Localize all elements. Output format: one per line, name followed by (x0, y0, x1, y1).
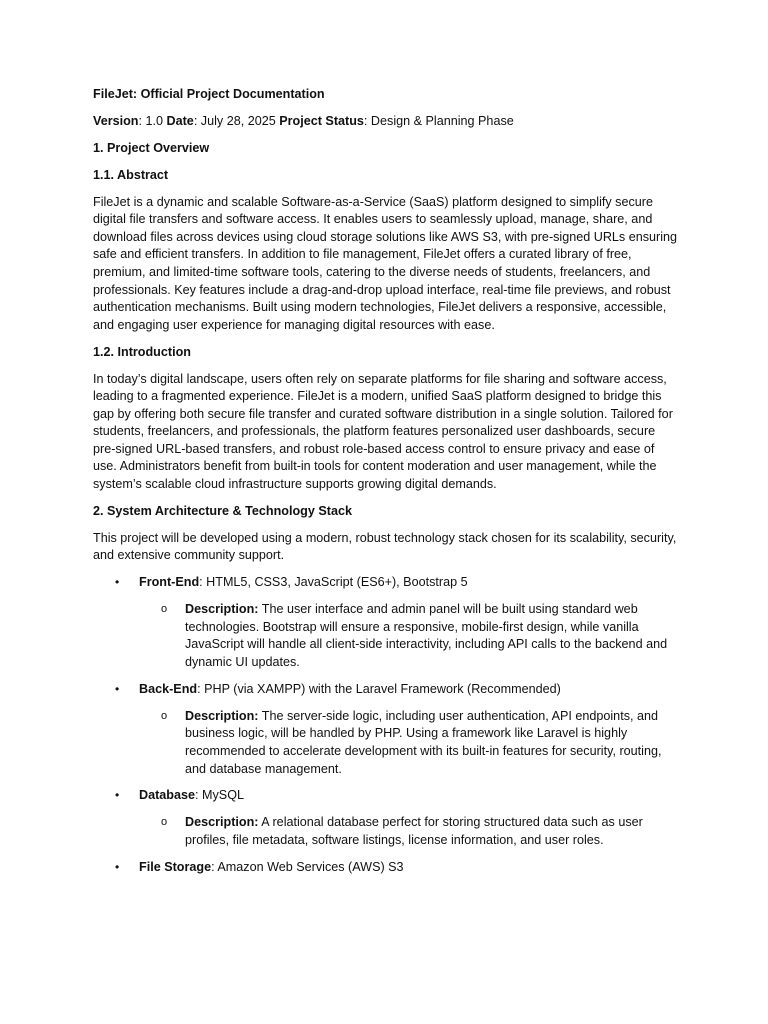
status-label: Project Status (279, 113, 364, 128)
item-label: Front-End (139, 575, 200, 590)
list-item (93, 681, 679, 778)
status-value: : Design & Planning Phase (363, 113, 514, 128)
list-item (93, 574, 679, 671)
document-title: FileJet: Official Project Documentation (93, 87, 325, 101)
description-label: Description: (185, 815, 259, 830)
item-value: : PHP (via XAMPP) with the Laravel Framework (Recommended) (197, 681, 561, 696)
list-item (93, 859, 679, 877)
description-text: The user interface and admin panel will be built using standard web technologies. Bootstrap will ensure a responsive, mobile-first design, while vanilla JavaScript will handle all client-side interactivity, including API calls to the backend and dynamic UI updates. (185, 602, 668, 669)
description-text: A relational database perfect for storing structured data such as user profiles, file metadata, software listings, license information, and user roles. (185, 815, 643, 847)
date-value: : July 28, 2025 (193, 113, 280, 128)
circle-bullet-icon: o (161, 709, 168, 722)
date-label: Date (166, 113, 194, 128)
item-value: : Amazon Web Services (AWS) S3 (211, 859, 404, 874)
description-text: The server-side logic, including user authentication, API endpoints, and business logic, will be handled by PHP. Using a framework like Laravel is highly recommended to accelerate development with its built-in features for security, routing, and database management. (185, 708, 662, 776)
bullet-icon: • (115, 788, 120, 803)
abstract-heading: 1.1. Abstract (93, 167, 169, 182)
circle-bullet-icon: o (161, 816, 168, 829)
abstract-body: FileJet is a dynamic and scalable Software-as-a-Service (SaaS) platform designed to simplify secure digital file transfers and software access. It enables users to seamlessly upload, manage, share, and download files across devices using cloud storage solutions like AWS S3, with pre-signed URLs ensuring safe and efficient transfers. In addition to file management, FileJet offers a curated library of free, premium, and limited-time software tools, catering to the diverse needs of students, freelancers, and professionals. Key features include a drag-and-drop upload interface, real-time file previews, and robust authentication mechanisms. Built using modern technologies, FileJet delivers a responsive, accessible, and engaging user experience for managing digital resources with ease. (93, 194, 678, 332)
item-label: Database (139, 788, 196, 803)
circle-bullet-icon: o (161, 603, 168, 616)
sub-list (139, 708, 679, 778)
document-meta (93, 113, 679, 131)
list-item (93, 787, 679, 849)
bullet-icon: • (115, 859, 120, 874)
section-2-intro: This project will be developed using a modern, robust technology stack chosen for its scalability, security, and extensive community support. (93, 530, 677, 563)
section-2-heading: 2. System Architecture & Technology Stack (93, 503, 352, 518)
bullet-icon: • (115, 575, 120, 590)
description-label: Description: (185, 708, 259, 723)
sub-list-item (139, 814, 679, 849)
version-label: Version (93, 113, 139, 128)
version-value: : 1.0 (138, 113, 167, 128)
description-label: Description: (185, 602, 259, 617)
item-value: : HTML5, CSS3, JavaScript (ES6+), Bootstrap 5 (199, 575, 468, 590)
sub-list (139, 601, 679, 671)
introduction-body: In today’s digital landscape, users often rely on separate platforms for file sharing and software access, leading to a fragmented experience. FileJet is a modern, unified SaaS platform designed to bridge this gap by offering both secure file transfer and curated software distribution in a single solution. Tailored for students, freelancers, and professionals, the platform features personalized user dashboards, secure pre-signed URL-based transfers, and robust role-based access control to ensure privacy and ease of use. Administrators benefit from built-in tools for content moderation and user management, while the system’s scalable cloud infrastructure supports growing digital demands. (93, 371, 673, 492)
sub-list-item (139, 708, 679, 778)
sub-list-item (139, 601, 679, 671)
item-label: Back-End (139, 681, 198, 696)
introduction-heading: 1.2. Introduction (93, 344, 191, 359)
item-label: File Storage (139, 859, 212, 874)
item-value: : MySQL (195, 788, 245, 803)
section-1-heading: 1. Project Overview (93, 140, 210, 155)
sub-list (139, 814, 679, 849)
document-page (93, 86, 679, 886)
tech-stack-list (93, 574, 679, 876)
bullet-icon: • (115, 681, 120, 696)
